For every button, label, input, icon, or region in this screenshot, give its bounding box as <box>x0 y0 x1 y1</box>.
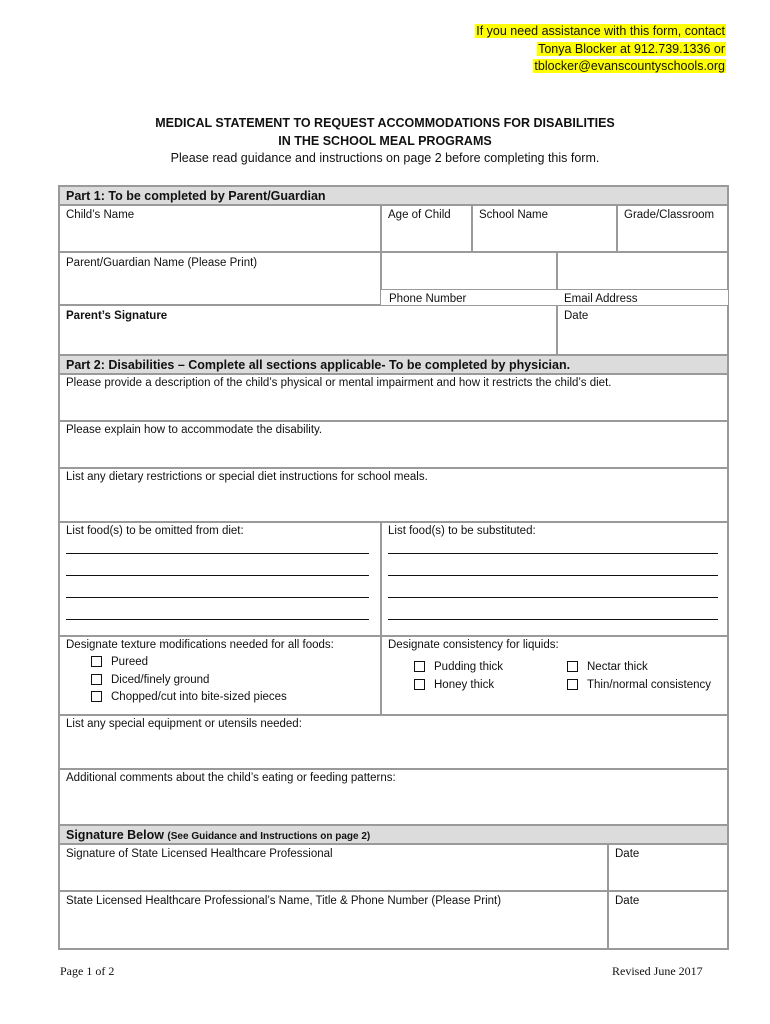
form-title-line-2: IN THE SCHOOL MEAL PROGRAMS <box>278 134 492 148</box>
omitted-line[interactable] <box>66 575 369 576</box>
email-address-label: Email Address <box>564 293 638 305</box>
professional-date-label-2: Date <box>615 895 640 907</box>
professional-date-label-1: Date <box>615 848 640 860</box>
school-name-field[interactable] <box>472 205 617 252</box>
pureed-checkbox[interactable] <box>91 656 102 667</box>
professional-name-field[interactable] <box>59 891 608 949</box>
revision-date: Revised June 2017 <box>612 964 703 978</box>
foods-substituted-label: List food(s) to be substituted: <box>388 525 536 537</box>
additional-comments-label: Additional comments about the child’s eating or feeding patterns: <box>66 772 396 784</box>
foods-substituted-field[interactable] <box>381 522 728 636</box>
chopped-checkbox[interactable] <box>91 691 102 702</box>
omitted-line[interactable] <box>66 597 369 598</box>
part2-header-text: Part 2: Disabilities – Complete all sections applicable- To be completed by physician. <box>66 358 571 372</box>
texture-modifications-label: Designate texture modifications needed for all foods: <box>66 639 334 651</box>
form-subtitle: Please read guidance and instructions on page 2 before completing this form. <box>170 151 600 165</box>
omitted-line[interactable] <box>66 553 369 554</box>
additional-comments-field[interactable] <box>59 769 728 825</box>
parent-name-label: Parent/Guardian Name (Please Print) <box>66 257 258 269</box>
impairment-description-field[interactable] <box>59 374 728 421</box>
parent-date-field[interactable] <box>557 305 728 355</box>
part1-header-text: Part 1: To be completed by Parent/Guardian <box>66 189 326 203</box>
diced-label: Diced/finely ground <box>111 674 210 686</box>
thin-normal-label: Thin/normal consistency <box>587 679 711 691</box>
professional-date-field-1[interactable] <box>608 844 728 891</box>
pudding-thick-checkbox[interactable] <box>414 661 425 672</box>
parent-date-label: Date <box>564 310 589 322</box>
dietary-restrictions-field[interactable] <box>59 468 728 522</box>
signature-header-note: (See Guidance and Instructions on page 2) <box>167 831 371 842</box>
childs-name-field[interactable] <box>59 205 381 252</box>
substituted-line[interactable] <box>388 619 718 620</box>
pudding-thick-label: Pudding thick <box>434 661 504 673</box>
notice-line-3: tblocker@evanscountyschools.org <box>534 59 725 73</box>
nectar-thick-checkbox[interactable] <box>567 661 578 672</box>
page-number: Page 1 of 2 <box>60 964 115 978</box>
grade-classroom-label: Grade/Classroom <box>624 209 715 221</box>
childs-name-label: Child’s Name <box>66 209 135 221</box>
substituted-line[interactable] <box>388 575 718 576</box>
liquid-consistency-section <box>381 636 728 715</box>
special-equipment-label: List any special equipment or utensils needed: <box>66 718 302 730</box>
thin-normal-checkbox[interactable] <box>567 679 578 690</box>
parent-name-field[interactable] <box>59 252 381 305</box>
accommodation-field[interactable] <box>59 421 728 468</box>
accommodation-label: Please explain how to accommodate the disability. <box>66 424 323 436</box>
assistance-notice <box>475 23 726 76</box>
texture-modifications-section <box>59 636 381 715</box>
school-name-label: School Name <box>479 209 549 221</box>
parents-signature-field[interactable] <box>59 305 557 355</box>
honey-thick-checkbox[interactable] <box>414 679 425 690</box>
professional-date-field-2[interactable] <box>608 891 728 949</box>
age-of-child-field[interactable] <box>381 205 472 252</box>
chopped-label: Chopped/cut into bite-sized pieces <box>111 691 287 703</box>
professional-signature-label: Signature of State Licensed Healthcare Professional <box>66 848 333 860</box>
part2-header <box>59 355 728 374</box>
professional-signature-field[interactable] <box>59 844 608 891</box>
professional-name-label: State Licensed Healthcare Professional’s Name, Title & Phone Number (Please Print) <box>66 895 502 907</box>
omitted-line[interactable] <box>66 619 369 620</box>
foods-omitted-label: List food(s) to be omitted from diet: <box>66 525 244 537</box>
honey-thick-label: Honey thick <box>434 679 495 691</box>
phone-number-label: Phone Number <box>389 293 467 305</box>
age-of-child-label: Age of Child <box>388 209 451 221</box>
special-equipment-field[interactable] <box>59 715 728 769</box>
impairment-description-label: Please provide a description of the child’s physical or mental impairment and how it restricts the child’s diet. <box>66 377 612 389</box>
grade-classroom-field[interactable] <box>617 205 728 252</box>
foods-omitted-field[interactable] <box>59 522 381 636</box>
liquid-consistency-label: Designate consistency for liquids: <box>388 639 559 651</box>
pureed-label: Pureed <box>111 656 149 668</box>
signature-header <box>59 825 728 844</box>
substituted-line[interactable] <box>388 553 718 554</box>
notice-line-2: Tonya Blocker at 912.739.1336 or <box>538 41 725 56</box>
diced-checkbox[interactable] <box>91 674 102 685</box>
dietary-restrictions-label: List any dietary restrictions or special diet instructions for school meals. <box>66 471 428 483</box>
signature-header-text: Signature Below <box>66 828 164 842</box>
form-body <box>58 185 729 950</box>
parents-signature-label: Parent’s Signature <box>66 310 168 322</box>
form-title-line-1: MEDICAL STATEMENT TO REQUEST ACCOMMODATIONS FOR DISABILITIES <box>155 116 615 130</box>
nectar-thick-label: Nectar thick <box>587 661 648 673</box>
notice-line-1: If you need assistance with this form, contact <box>476 24 725 38</box>
email-address-field[interactable] <box>557 252 728 290</box>
part1-header <box>59 186 728 205</box>
substituted-line[interactable] <box>388 597 718 598</box>
phone-number-field[interactable] <box>381 252 557 290</box>
form-title <box>0 114 770 150</box>
